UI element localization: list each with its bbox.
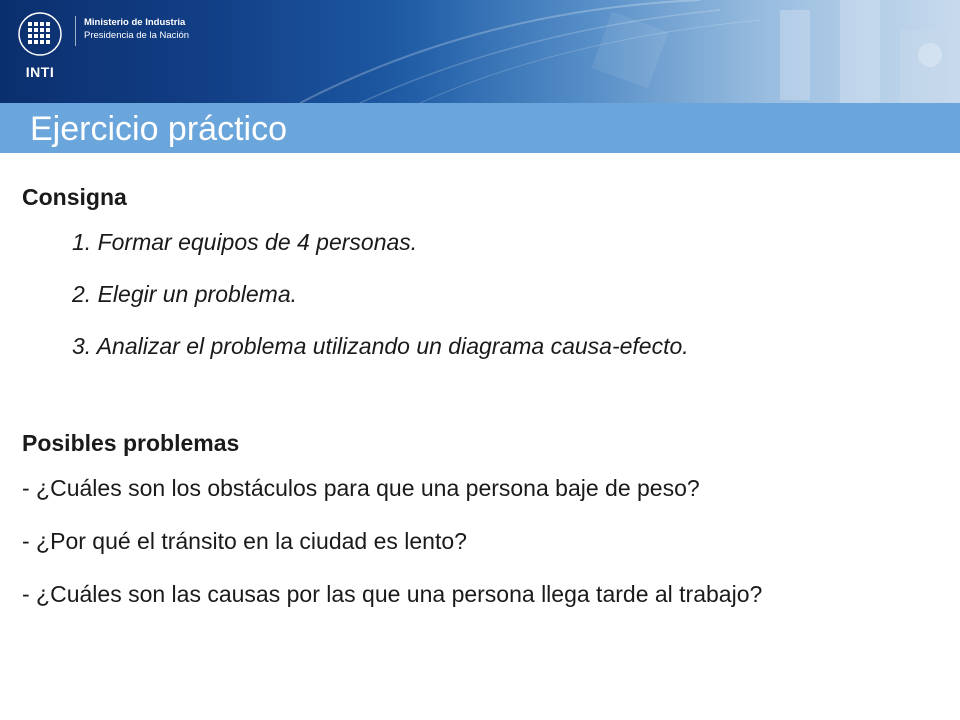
slide-content xyxy=(22,178,952,621)
ministry-line1: Ministerio de Industria xyxy=(84,17,186,28)
inti-logo xyxy=(16,10,64,94)
logo-text: INTI xyxy=(25,64,55,80)
consigna-step-3: 3. Analizar el problema utilizando un diagrama causa-efecto. xyxy=(72,333,689,359)
slide-title: Ejercicio práctico xyxy=(30,110,287,148)
ministry-line2: Presidencia de la Nación xyxy=(84,30,190,41)
ministry-text xyxy=(84,16,189,42)
consigna-heading: Consigna xyxy=(22,184,127,210)
consigna-step-2: 2. Elegir un problema. xyxy=(72,281,298,307)
problemas-heading: Posibles problemas xyxy=(22,430,240,456)
inti-logo-grid-icon xyxy=(18,12,62,56)
problema-item-3: - ¿Cuáles son las causas por las que una persona llega tarde al trabajo? xyxy=(22,581,763,607)
problema-item-1: - ¿Cuáles son los obstáculos para que una persona baje de peso? xyxy=(22,475,700,501)
problema-item-2: - ¿Por qué el tránsito en la ciudad es lento? xyxy=(22,528,467,554)
title-bar xyxy=(0,103,960,153)
consigna-step-1: 1. Formar equipos de 4 personas. xyxy=(72,229,418,255)
logo-divider xyxy=(75,16,76,46)
section-spacer xyxy=(22,372,952,422)
header-banner xyxy=(0,0,960,103)
